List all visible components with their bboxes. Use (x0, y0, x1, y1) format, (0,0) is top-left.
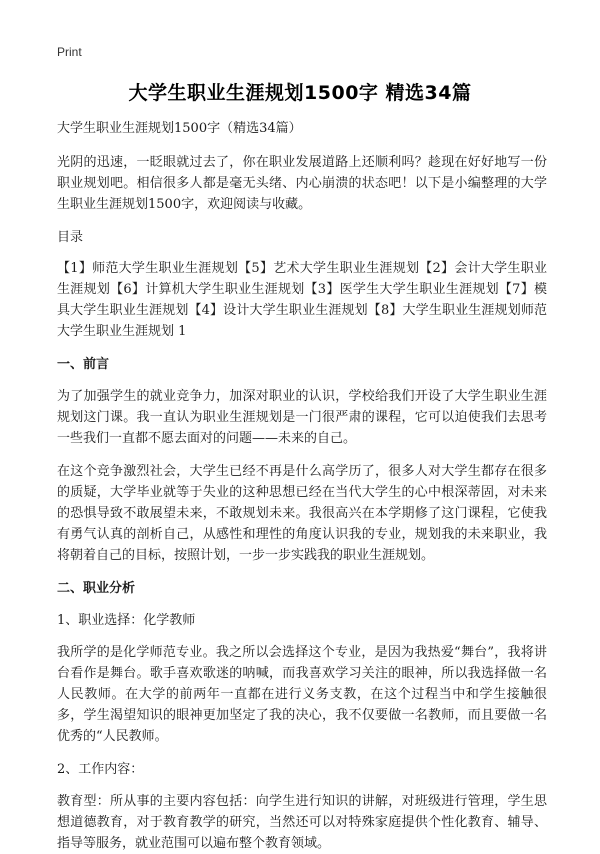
subtitle: 大学生职业生涯规划1500字（精选34篇） (57, 121, 302, 136)
toc-list: 【1】师范大学生职业生涯规划【5】艺术大学生职业生涯规划【2】会计大学生职业生涯规划【6】计算机大学生职业生涯规划【3】医学生大学生职业生涯规划【7】模具大学生职业生涯规划【4】设计大学生职业生涯规划【8】大学生职业生涯规划师范大学生职业生涯规划 1 (57, 261, 547, 339)
preface-paragraph-1: 为了加强学生的就业竞争力，加深对职业的认识，学校给我们开设了大学生职业生涯规划这门课。我一直认为职业生涯规划是一门很严肃的课程，它可以迫使我们去思考一些我们一直都不愿去面对的问题——未来的自己。 (57, 389, 547, 446)
career-choice-heading: 1、职业选择：化学教师 (57, 613, 196, 628)
section-heading-preface: 一、前言 (57, 357, 110, 372)
work-content-paragraph: 教育型：所从事的主要内容包括：向学生进行知识的讲解，对班级进行管理，学生思想道德教育，对于教育教学的研究，当然还可以对特殊家庭提供个性化教育、辅导、指导等服务，就业范围可以遍布整个教育领域。 (57, 794, 547, 851)
page-title: 大学生职业生涯规划1500字 精选34篇 (128, 82, 472, 104)
work-content-heading: 2、工作内容： (57, 762, 144, 777)
intro-paragraph: 光阴的迅速，一眨眼就过去了，你在职业发展道路上还顺利吗？趁现在好好地写一份职业规划吧。相信很多人都是毫无头绪、内心崩溃的状态吧！以下是小编整理的大学生职业生涯规划1500字，欢迎阅读与收藏。 (57, 155, 547, 212)
section-heading-career-analysis: 二、职业分析 (57, 581, 136, 596)
career-choice-paragraph: 我所学的是化学师范专业。我之所以会选择这个专业，是因为我热爱“舞台”，我将讲台看作是舞台。歌手喜欢歌迷的呐喊，而我喜欢学习关注的眼神，所以我选择做一名人民教师。在大学的前两年一直都在进行义务支教，在这个过程当中和学生接触很多，学生渴望知识的眼神更加坚定了我的决心，我不仅要做一名教师，而且要做一名优秀的“人民教师。 (57, 645, 547, 744)
print-label[interactable]: Print (57, 45, 82, 59)
document-body (57, 118, 547, 854)
preface-paragraph-2: 在这个竞争激烈社会，大学生已经不再是什么高学历了，很多人对大学生都存在很多的质疑，大学毕业就等于失业的这种思想已经在当代大学生的心中根深蒂固，对未来的恐惧导致不敢展望未来，不敢规划未来。我很高兴在本学期修了这门课程，它使我有勇气认真的剖析自己，从感性和理性的角度认识我的专业，规划我的未来职业，我将朝着自己的目标，按照计划，一步一步实践我的职业生涯规划。 (57, 464, 547, 563)
toc-label: 目录 (57, 230, 84, 245)
